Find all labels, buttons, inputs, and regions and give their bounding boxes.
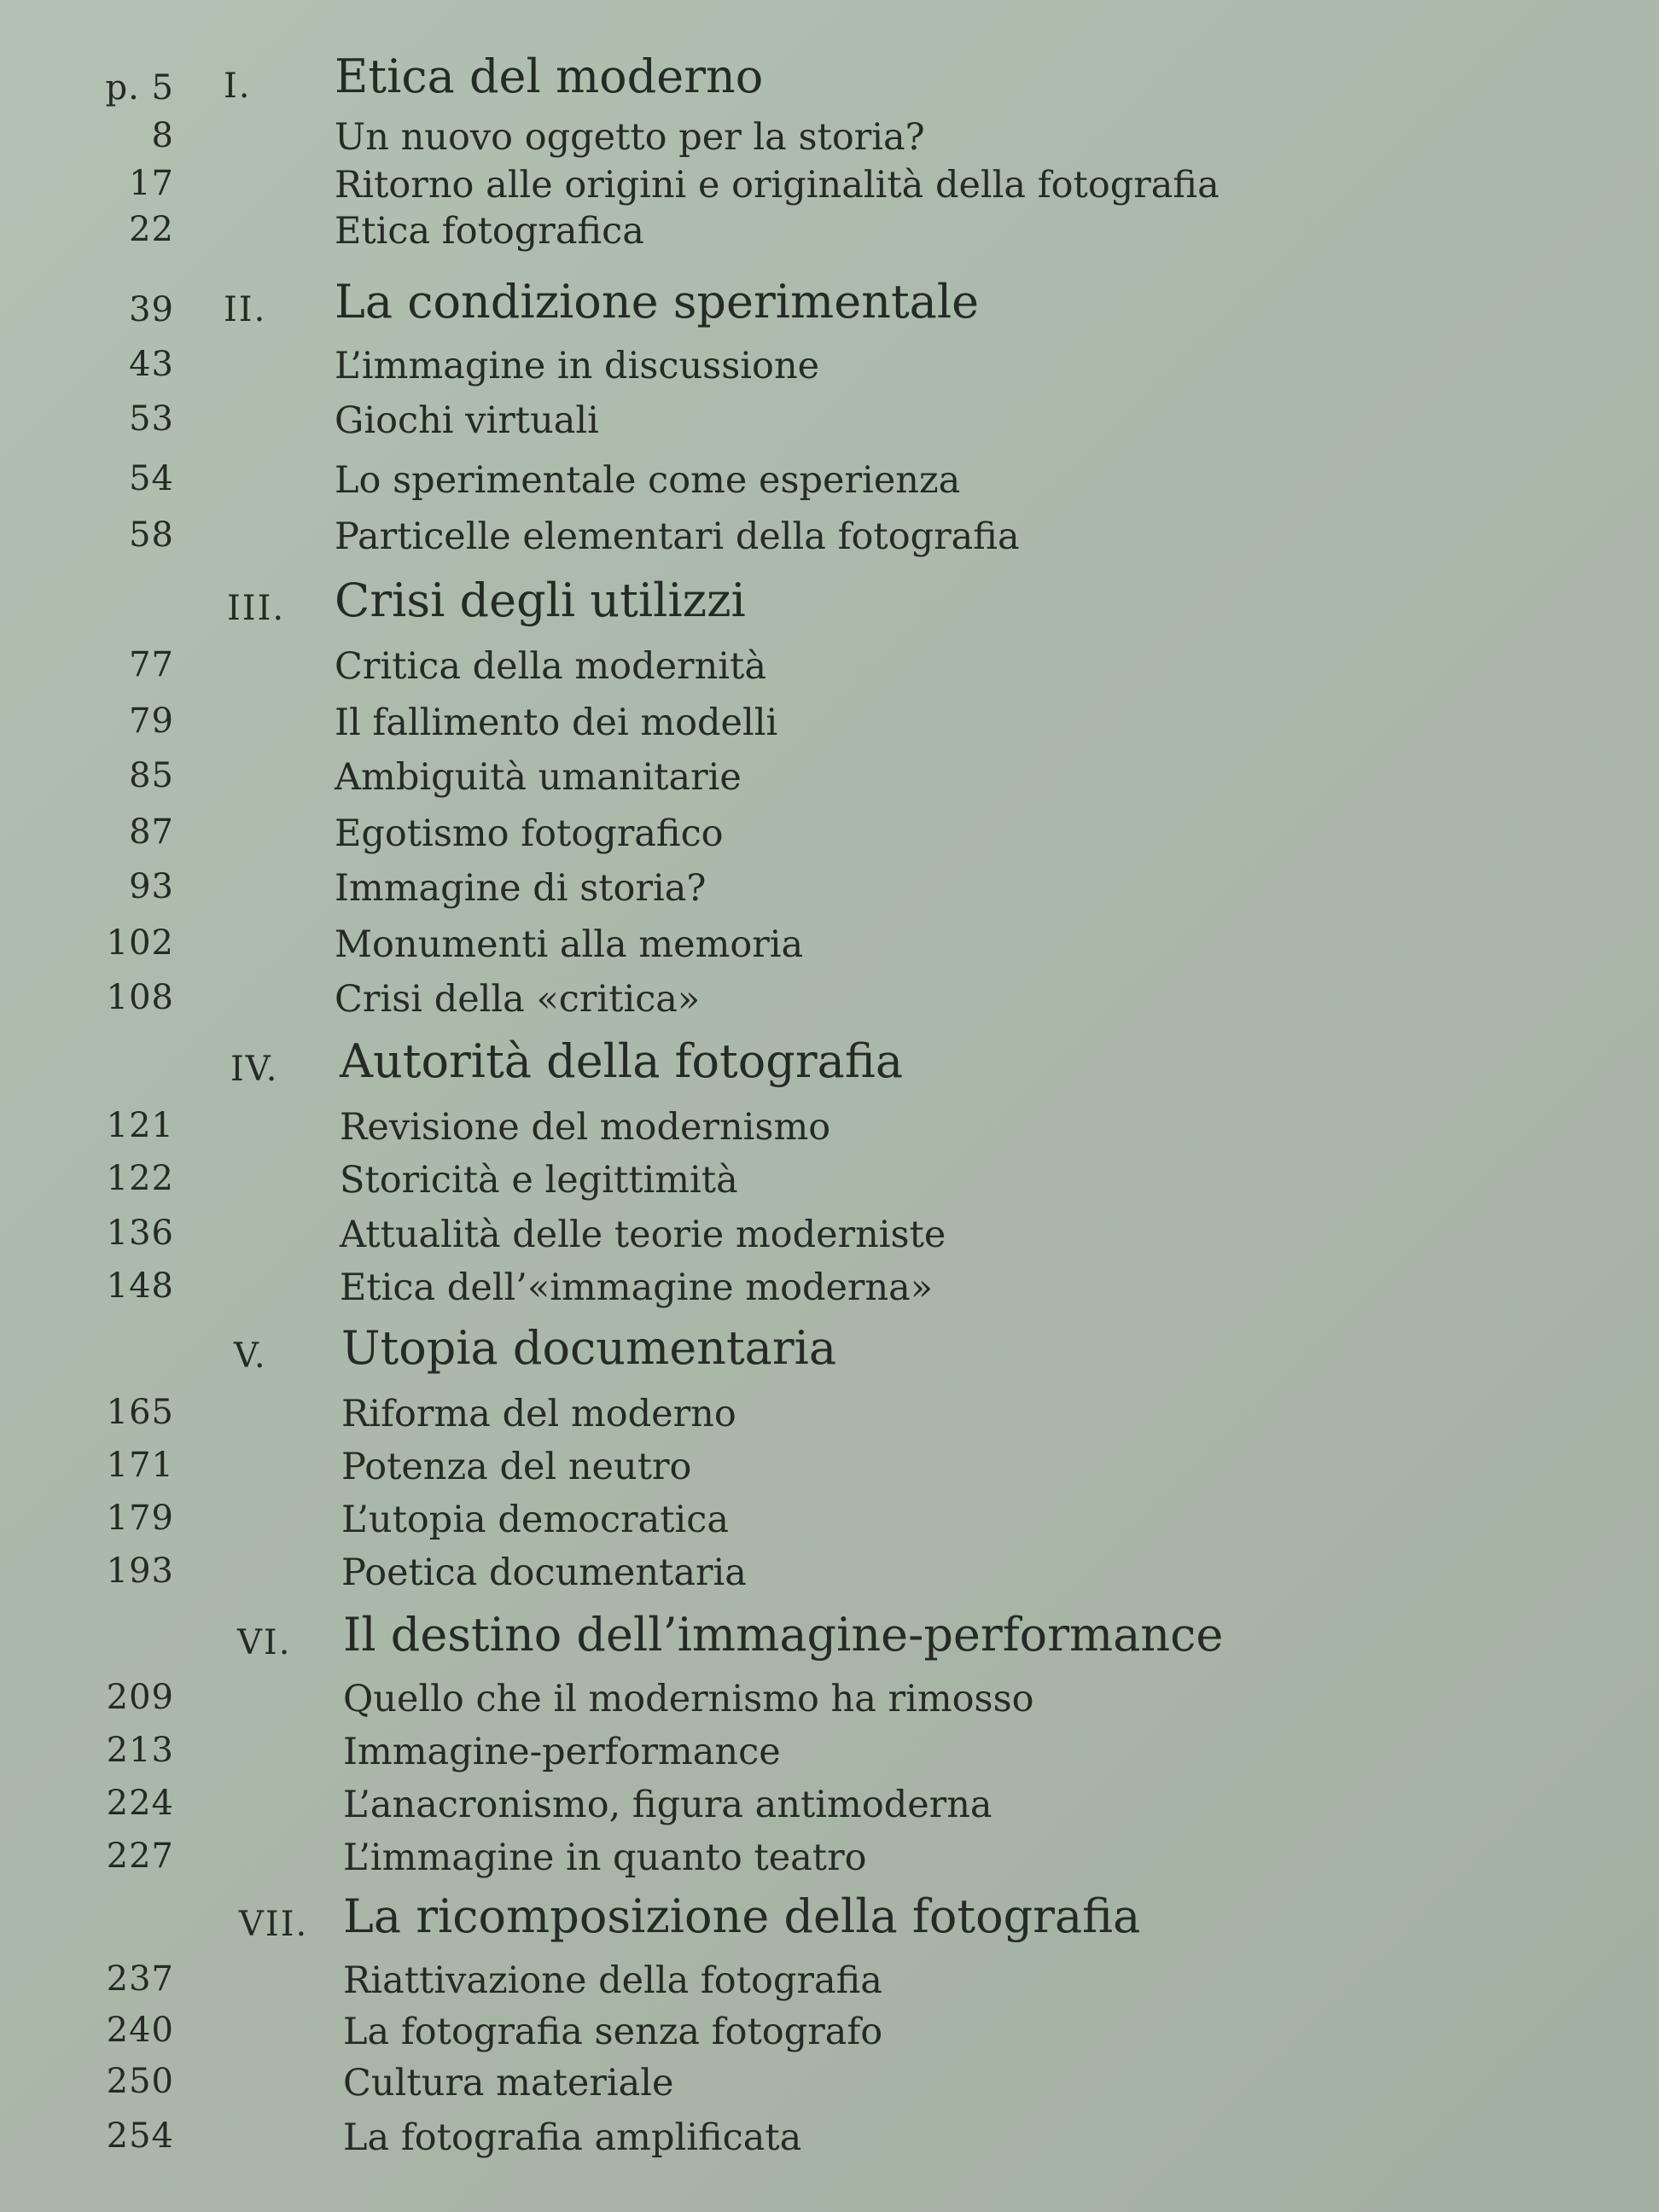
page-number: 254 [106,2116,174,2156]
chapter-numeral: III. [227,589,286,628]
page-number: 85 [129,756,174,795]
chapter-numeral: I. [224,67,252,106]
chapter-title: La ricomposizione della fotografia [343,1889,1141,1943]
section-title: L’immagine in quanto teatro [343,1837,867,1879]
section-title: L’anacronismo, figura antimoderna [343,1784,992,1826]
page-number: 43 [129,345,174,384]
page-number: 108 [106,978,174,1017]
section-title: Lo sperimentale come esperienza [335,459,961,502]
page-number: 148 [106,1266,174,1306]
section-title: Monumenti alla memoria [335,923,804,966]
section-title: Riforma del moderno [341,1393,736,1435]
section-title: La fotografia amplificata [343,2116,802,2159]
chapter-numeral: II. [224,290,267,329]
chapter-title: Autorità della fotografia [340,1034,904,1088]
section-title: L’utopia democratica [341,1499,730,1541]
page-number: 87 [129,812,174,852]
chapter-title: Il destino dell’immagine-performance [343,1608,1224,1662]
page-number: 121 [106,1106,174,1145]
chapter-numeral: V. [234,1336,267,1376]
section-title: Storicità e legittimità [340,1159,738,1202]
chapter-numeral: IV. [230,1050,279,1089]
page-number: 17 [129,164,174,203]
page-number: 209 [106,1678,174,1717]
section-title: Cultura materiale [343,2062,674,2104]
page-number: 193 [106,1551,174,1591]
section-title: Potenza del neutro [341,1446,692,1488]
page-number: 240 [106,2011,174,2050]
section-title: Crisi della «critica» [335,978,701,1021]
section-title: Un nuovo oggetto per la storia? [335,116,925,159]
section-title: Egotismo fotografico [335,812,724,855]
section-title: Ritorno alle origini e originalità della fotografia [335,164,1220,207]
section-title: Quello che il modernismo ha rimosso [343,1678,1034,1720]
chapter-numeral: VI. [237,1623,292,1662]
page-number: 179 [106,1499,174,1538]
section-title: Immagine-performance [343,1731,781,1773]
page-number: 93 [129,867,174,906]
section-title: Il fallimento dei modelli [335,701,778,744]
page-number: 250 [106,2062,174,2101]
chapter-title: Crisi degli utilizzi [335,573,746,627]
page-number: 213 [106,1731,174,1770]
section-title: Ambiguità umanitarie [335,756,742,799]
page-number: 54 [129,459,174,498]
page-number: 22 [129,210,174,249]
chapter-title: Etica del moderno [335,49,764,103]
page-number: 53 [129,399,174,439]
page-number: 58 [129,515,174,555]
page-number: 79 [129,701,174,741]
section-title: L’immagine in discussione [335,345,820,387]
section-title: Particelle elementari della fotografia [335,515,1020,558]
chapter-numeral: VII. [239,1905,309,1944]
page-number: 122 [106,1159,174,1198]
page-number: p. 5 [105,68,174,108]
section-title: Riattivazione della fotografia [343,1959,882,2002]
section-title: Etica fotografica [335,210,644,253]
page-number: 8 [151,116,174,155]
chapter-title: La condizione sperimentale [335,275,980,329]
page-number: 227 [106,1837,174,1876]
page-number: 39 [129,290,174,329]
section-title: La fotografia senza fotografo [343,2011,883,2053]
page-number: 77 [129,645,174,684]
section-title: Giochi virtuali [335,399,599,442]
page-number: 102 [106,923,174,963]
section-title: Attualità delle teorie moderniste [340,1214,946,1256]
page-number: 165 [106,1393,174,1432]
section-title: Revisione del modernismo [340,1106,831,1149]
chapter-title: Utopia documentaria [341,1321,837,1375]
section-title: Poetica documentaria [341,1551,747,1594]
page-number: 224 [106,1784,174,1823]
page-number: 136 [106,1214,174,1253]
page-number: 171 [106,1446,174,1485]
section-title: Immagine di storia? [335,867,707,910]
section-title: Critica della modernità [335,645,766,688]
section-title: Etica dell’«immagine moderna» [340,1266,934,1309]
page-number: 237 [106,1959,174,1999]
